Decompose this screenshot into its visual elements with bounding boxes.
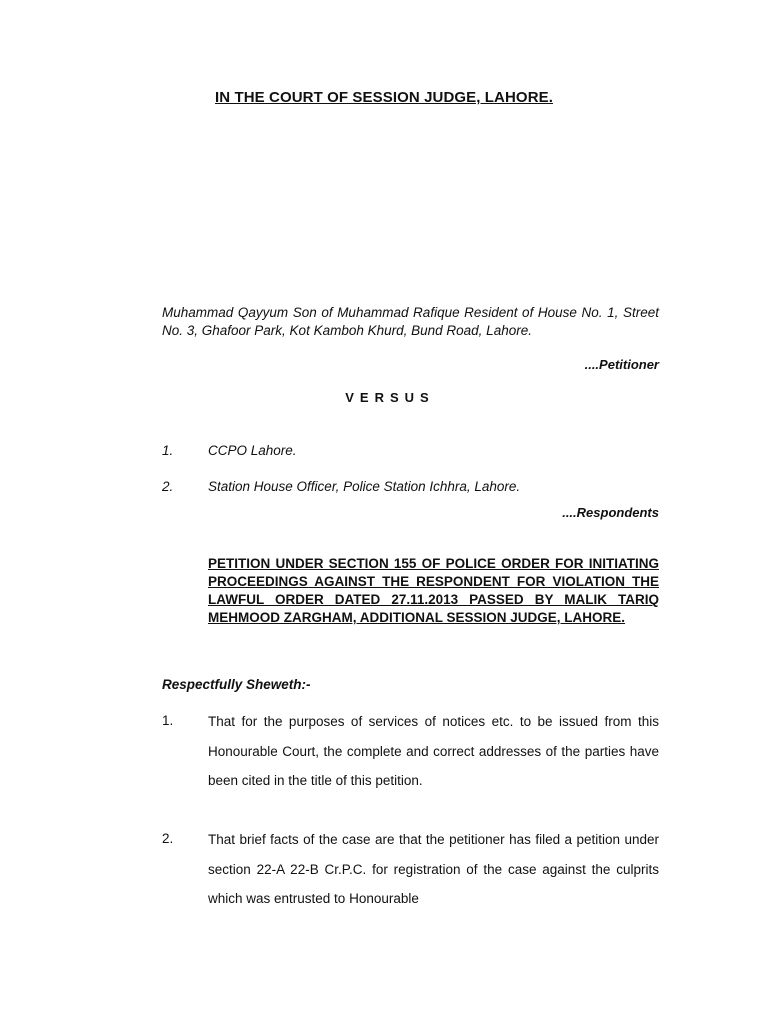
paragraph-text: That brief facts of the case are that the petitioner has filed a petition under section 22-A 22-B Cr.P.C. for registration of the case against the culprits which was entrusted to Honourable (208, 832, 659, 906)
paragraph-text: That for the purposes of services of notices etc. to be issued from this Honourable Court, the complete and correct addresses of the parties have been cited in the title of this petition. (208, 714, 659, 788)
petitioner-details: Muhammad Qayyum Son of Muhammad Rafique Resident of House No. 1, Street No. 3, Ghafoor Park, Kot Kamboh Khurd, Bund Road, Lahore. (162, 305, 659, 338)
respondent-name: Station House Officer, Police Station Ichhra, Lahore. (208, 479, 521, 494)
petition-subject: PETITION UNDER SECTION 155 OF POLICE ORDER FOR INITIATING PROCEEDINGS AGAINST THE RESPONDENT FOR VIOLATION THE LAWFUL ORDER DATED 27.11.2013 PASSED BY MALIK TARIQ MEHMOOD ZARGHAM, ADDITIONAL SESSION JUDGE, LAHORE. (208, 556, 659, 625)
respondent-name: CCPO Lahore. (208, 443, 297, 458)
paragraph (162, 713, 659, 796)
salutation: Respectfully Sheweth:- (162, 677, 311, 692)
paragraph-number: 1. (162, 713, 174, 728)
respondent-item (162, 443, 659, 458)
paragraph-number: 2. (162, 831, 174, 846)
petitioner-label: ....Petitioner (584, 357, 659, 372)
respondents-label: ....Respondents (562, 505, 659, 520)
respondent-item (162, 479, 659, 494)
versus-heading: VERSUS (345, 390, 435, 405)
respondent-number: 2. (162, 479, 174, 494)
paragraph (162, 831, 659, 914)
court-title: IN THE COURT OF SESSION JUDGE, LAHORE. (215, 89, 553, 106)
respondent-number: 1. (162, 443, 174, 458)
